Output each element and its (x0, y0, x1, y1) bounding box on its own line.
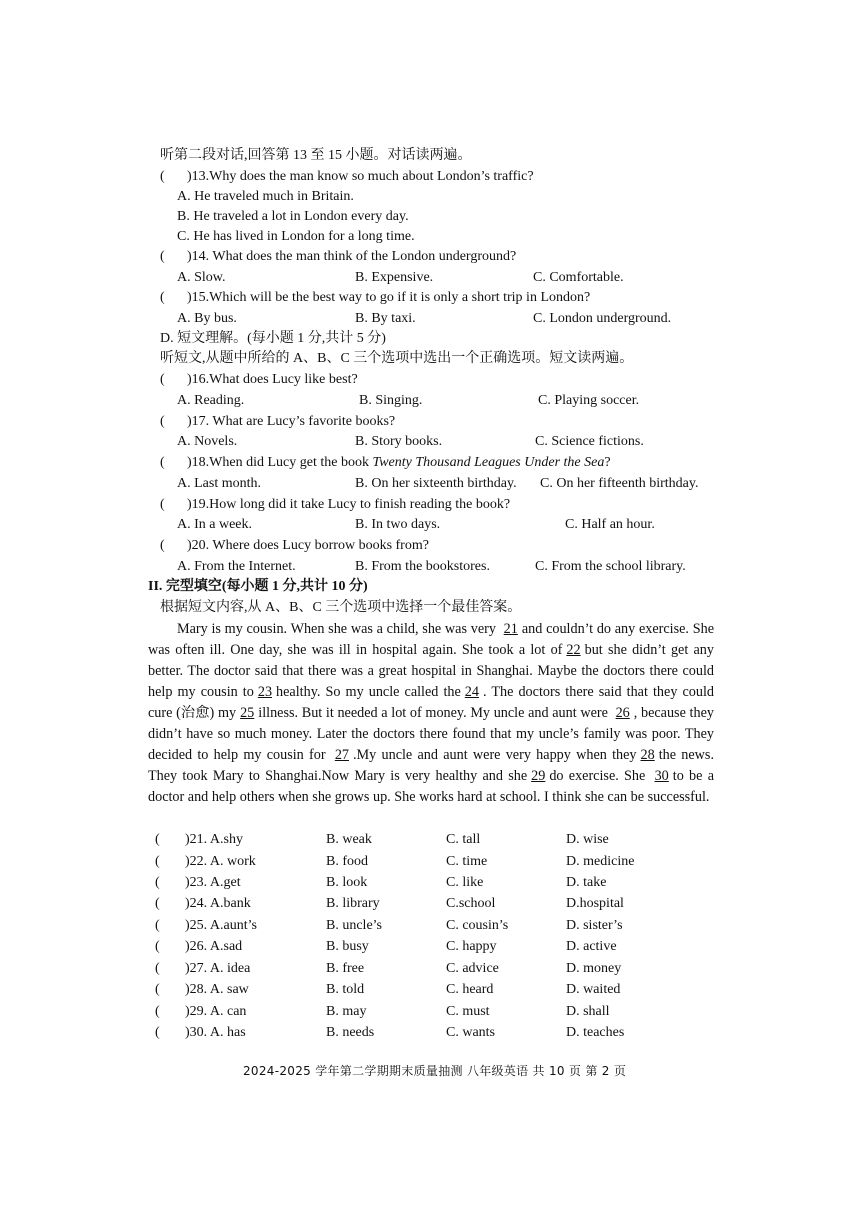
option-a: )23. A.get (185, 875, 241, 890)
section-intro: 听第二段对话,回答第 13 至 15 小题。对话读两遍。 (160, 148, 472, 163)
answer-paren[interactable]: ( (160, 497, 165, 512)
blank-21[interactable]: 21 (503, 621, 518, 637)
question-stem: )18.When did Lucy get the book (187, 455, 373, 470)
option-b: B. weak (326, 832, 372, 847)
blank-26[interactable]: 26 (615, 705, 630, 721)
option-c: C. cousin’s (446, 918, 509, 933)
option-a: )24. A.bank (185, 896, 251, 911)
book-title: Twenty Thousand Leagues Under the Sea (372, 455, 605, 470)
option-a: )21. A.shy (185, 832, 243, 847)
option-c: C. Playing soccer. (538, 393, 640, 408)
option-b: B. By taxi. (355, 311, 416, 326)
blank-30[interactable]: 30 (654, 768, 669, 784)
blank-25[interactable]: 25 (240, 705, 255, 721)
answer-paren[interactable]: ( (155, 854, 160, 869)
option-a: A. In a week. (177, 517, 253, 532)
option-a: )26. A.sad (185, 939, 243, 954)
option-b: B. Expensive. (355, 270, 434, 285)
option-b: B. Singing. (359, 393, 423, 408)
answer-paren[interactable]: ( (160, 414, 165, 429)
option-d: D. take (566, 875, 607, 890)
question-stem: )13.Why does the man know so much about London’s traffic? (187, 169, 534, 184)
option-c: C. heard (446, 982, 494, 997)
option-c: C. London underground. (533, 311, 672, 326)
blank-22[interactable]: 22 (566, 642, 581, 658)
option-a: A. Last month. (177, 476, 261, 491)
option-d: D. sister’s (566, 918, 623, 933)
option-c: C. tall (446, 832, 481, 847)
option-a: A. He traveled much in Britain. (177, 189, 354, 204)
option-c: C. advice (446, 961, 499, 976)
option-b: B. He traveled a lot in London every day. (177, 209, 409, 224)
option-c: C. From the school library. (535, 559, 686, 574)
option-a: A. Reading. (177, 393, 245, 408)
answer-paren[interactable]: ( (155, 961, 160, 976)
option-d: D. active (566, 939, 617, 954)
option-b: B. From the bookstores. (355, 559, 490, 574)
option-d: D. shall (566, 1004, 610, 1019)
section-d-title: D. 短文理解。(每小题 1 分,共计 5 分) (160, 331, 386, 346)
option-a: )30. A. has (185, 1025, 246, 1040)
blank-24[interactable]: 24 (464, 684, 479, 700)
option-c: C. time (446, 854, 488, 869)
option-d: D. medicine (566, 854, 635, 869)
answer-paren[interactable]: ( (155, 896, 160, 911)
answer-paren[interactable]: ( (155, 1004, 160, 1019)
option-c: C. must (446, 1004, 490, 1019)
option-b: B. may (326, 1004, 367, 1019)
question-mark: ? (604, 455, 611, 470)
question-16 (160, 371, 358, 389)
answer-paren[interactable]: ( (155, 1025, 160, 1040)
question-stem: )20. Where does Lucy borrow books from? (187, 538, 429, 553)
blank-23[interactable]: 23 (257, 684, 273, 700)
option-d: D. waited (566, 982, 621, 997)
question-18 (160, 454, 611, 472)
answer-paren[interactable]: ( (155, 918, 160, 933)
answer-paren[interactable]: ( (160, 290, 165, 305)
page-footer: 2024-2025 学年第二学期期末质量抽测 八年级英语 共 10 页 第 2 页 (243, 1064, 627, 1078)
option-c: C.school (446, 896, 496, 911)
option-a: A. Slow. (177, 270, 226, 285)
question-stem: )16.What does Lucy like best? (187, 372, 358, 387)
option-d: D. money (566, 961, 622, 976)
answer-paren[interactable]: ( (160, 455, 165, 470)
option-a: )22. A. work (185, 854, 256, 869)
section-ii-title: II. 完型填空(每小题 1 分,共计 10 分) (148, 579, 368, 594)
option-c: C. On her fifteenth birthday. (540, 476, 699, 491)
cloze-passage: Mary is my cousin. When she was a child, she was very 21 and couldn’t do any exercise. She was often ill. One day, she was ill in hospital again. She took a lot of 22 but she didn’t get any better. The doctor said that there was a great hospital in Shanghai. Maybe the doctors there could help my cousin to 23 healthy. So my uncle called the 24 . The doctors there said that they could cure (治愈) my 25 illness. But it needed a lot of money. My uncle and aunt were 26 , because they didn’t have so much money. Later the doctors there found that my uncle’s family was poor. They decided to help my cousin for 27 .My uncle and aunt were very happy when they 28 the news. They took Mary to Shanghai.Now Mary is very healthy and she 29 do exercise. She 30 to be a doctor and help others when she grows up. She works hard at school. I think she can be successful. (148, 621, 715, 805)
option-b: B. free (326, 961, 365, 976)
blank-27[interactable]: 27 (334, 747, 349, 763)
option-a: A. By bus. (177, 311, 237, 326)
option-b: B. told (326, 982, 365, 997)
question-19 (160, 496, 510, 514)
option-d: D. wise (566, 832, 609, 847)
question-15 (160, 289, 590, 307)
option-c: C. wants (446, 1025, 495, 1040)
question-stem: )14. What does the man think of the London underground? (187, 249, 517, 264)
answer-paren[interactable]: ( (155, 982, 160, 997)
option-d: D. teaches (566, 1025, 625, 1040)
answer-paren[interactable]: ( (155, 939, 160, 954)
option-b: B. look (326, 875, 368, 890)
option-b: B. uncle’s (326, 918, 382, 933)
answer-paren[interactable]: ( (160, 249, 165, 264)
option-c: C. happy (446, 939, 497, 954)
question-20 (160, 537, 429, 555)
option-a: )25. A.aunt’s (185, 918, 257, 933)
option-c: C. Science fictions. (535, 434, 644, 449)
option-b: B. In two days. (355, 517, 441, 532)
option-c: C. Half an hour. (565, 517, 655, 532)
option-c: C. He has lived in London for a long time. (177, 229, 415, 244)
option-b: B. library (326, 896, 380, 911)
option-c: C. Comfortable. (533, 270, 624, 285)
option-a: A. From the Internet. (177, 559, 296, 574)
option-b: B. On her sixteenth birthday. (355, 476, 517, 491)
answer-paren[interactable]: ( (155, 875, 160, 890)
option-a: )28. A. saw (185, 982, 249, 997)
option-b: B. busy (326, 939, 369, 954)
question-13 (160, 168, 534, 186)
answer-paren[interactable]: ( (160, 538, 165, 553)
option-a: )27. A. idea (185, 961, 251, 976)
option-b: B. Story books. (355, 434, 443, 449)
option-b: B. food (326, 854, 368, 869)
option-d: D.hospital (566, 896, 624, 911)
option-a: A. Novels. (177, 434, 238, 449)
option-b: B. needs (326, 1025, 375, 1040)
answer-paren[interactable]: ( (160, 372, 165, 387)
question-17 (160, 413, 395, 431)
blank-28[interactable]: 28 (640, 747, 655, 763)
blank-29[interactable]: 29 (531, 768, 546, 784)
question-stem: )17. What are Lucy’s favorite books? (187, 414, 396, 429)
option-a: )29. A. can (185, 1004, 247, 1019)
question-stem: )15.Which will be the best way to go if it is only a short trip in London? (187, 290, 591, 305)
question-14 (160, 248, 516, 266)
section-d-intro: 听短文,从题中所给的 A、B、C 三个选项中选出一个正确选项。短文读两遍。 (160, 351, 634, 366)
answer-paren[interactable]: ( (160, 169, 165, 184)
answer-paren[interactable]: ( (155, 832, 160, 847)
section-ii-intro: 根据短文内容,从 A、B、C 三个选项中选择一个最佳答案。 (160, 600, 522, 615)
option-c: C. like (446, 875, 484, 890)
question-stem: )19.How long did it take Lucy to finish reading the book? (187, 497, 511, 512)
